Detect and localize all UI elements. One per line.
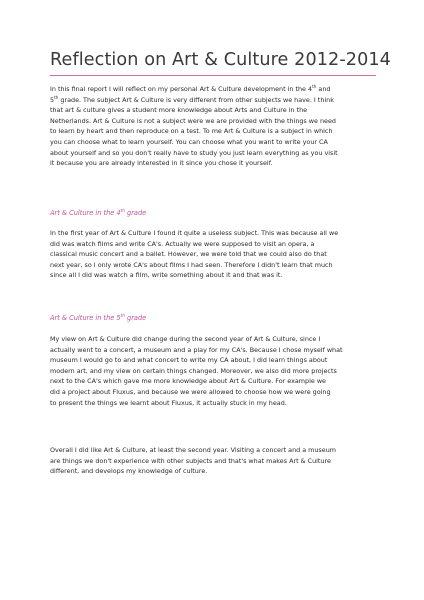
paragraph-line: 5th grade. The subject Art & Culture is very different from other subjects we have. I think xyxy=(50,94,334,104)
paragraph-line: to learn by heart and then reproduce on a test. To me Art & Culture is a subject in which xyxy=(50,127,333,136)
paragraph-line: Overall I did like Art & Culture, at least the second year. Visiting a concert and a museum xyxy=(50,446,336,454)
section-paragraph-grade-4 xyxy=(50,228,376,281)
paragraph-line: next year, so I only wrote CA's about films I had seen. Therefore I didn't learn that much xyxy=(50,260,333,269)
section-paragraph-grade-5 xyxy=(50,334,376,408)
paragraph-line: modern art, and my view on certain things changed. Moreover, we also did more projects xyxy=(50,366,337,375)
paragraph-line: My view on Art & Culture did change during the second year of Art & Culture, since I xyxy=(50,335,321,343)
paragraph-line: did was watch films and write CA's. Actually we were supposed to visit an opera, a xyxy=(50,239,315,248)
paragraph-line: Netherlands. Art & Culture is not a subject were we are provided with the things we need xyxy=(50,116,336,125)
paragraph-line: to present the things we learnt about Fluxus, it actually stuck in my head. xyxy=(50,398,287,407)
conclusion-paragraph xyxy=(50,445,376,477)
paragraph-line: did a project about Fluxus, and because we were allowed to choose how we were going xyxy=(50,387,331,396)
intro-paragraph xyxy=(50,84,376,169)
paragraph-line: classical music concert and a ballet. However, we were told that we could also do that xyxy=(50,250,327,259)
paragraph-line: are things we don't experience with other subjects and that's what makes Art & Culture xyxy=(50,456,331,465)
paragraph-line: since all I did was watch a film, write something about it and that was it. xyxy=(50,271,283,280)
document-page xyxy=(50,0,391,600)
section-heading-grade-5: Art & Culture in the 5th grade xyxy=(50,313,147,322)
paragraph-line: actually went to a concert, a museum and a play for my CA's. Because I chose myself what xyxy=(50,345,343,354)
document-title: Reflection on Art & Culture 2012-2014 xyxy=(50,50,391,70)
paragraph-line: about yourself and so you don't really have to study you just learn everything as you visit xyxy=(50,148,338,157)
section-heading-grade-4: Art & Culture in the 4th grade xyxy=(50,208,147,217)
paragraph-line: it because you are already interested in it since you chose it yourself. xyxy=(50,159,273,168)
paragraph-line: different, and develops my knowledge of culture. xyxy=(50,467,208,476)
paragraph-line: next to the CA's which gave me more knowledge about Art & Culture. For example we xyxy=(50,377,326,386)
paragraph-line: In the first year of Art & Culture I found it quite a useless subject. This was because all we xyxy=(50,229,339,237)
paragraph-line: you can choose what to learn yourself. You can choose what you want to write your CA xyxy=(50,137,328,146)
title-divider xyxy=(50,75,376,76)
paragraph-line: museum I would go to and what concert to write my CA about, I did learn things about xyxy=(50,356,328,365)
paragraph-line: In this final report I will reflect on my personal Art & Culture development in the 4th and xyxy=(50,84,331,93)
paragraph-line: that art & culture gives a student more knowledge about Arts and Culture in the xyxy=(50,106,308,115)
